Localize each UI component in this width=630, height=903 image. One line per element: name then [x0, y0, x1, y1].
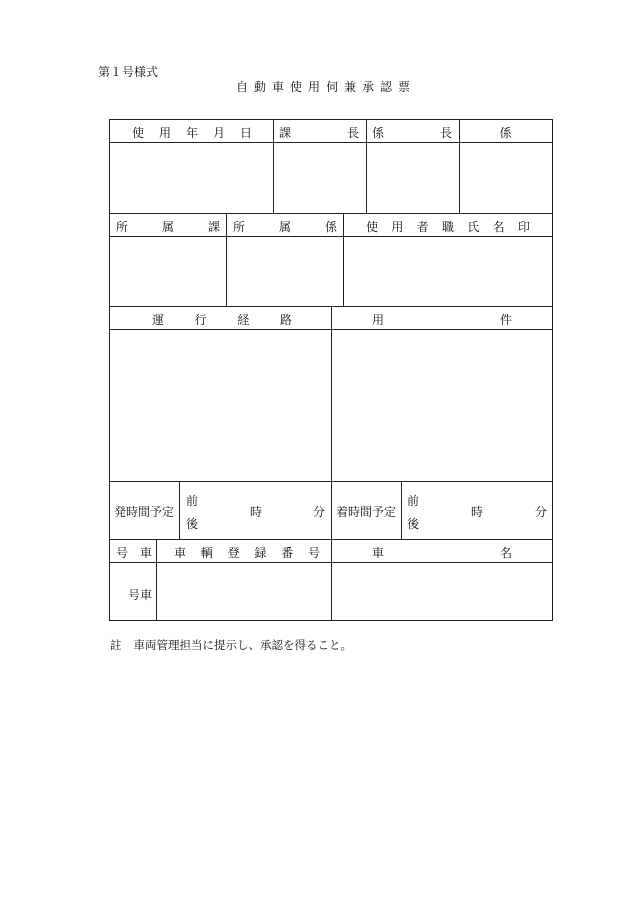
note-text: 車両管理担当に提示し、承認を得ること。 — [133, 638, 352, 652]
footnote — [110, 637, 352, 653]
row-divider — [110, 236, 552, 237]
arrival-am: 前 — [407, 494, 420, 508]
col-divider — [156, 539, 157, 621]
arrival-pm: 後 — [407, 517, 420, 531]
departure-hour: 時 — [250, 505, 263, 519]
col-divider — [331, 539, 332, 621]
row-divider — [110, 213, 552, 214]
arrival-hour: 時 — [471, 505, 484, 519]
col-divider — [179, 481, 180, 539]
col-divider — [343, 213, 344, 306]
header-registration-number: 車 輌 登 録 番 号 — [174, 546, 320, 560]
header-staff: 係 — [499, 126, 512, 140]
header-route: 運 行 経 路 — [152, 313, 292, 327]
col-divider — [273, 120, 274, 213]
header-section-chief: 課 長 — [279, 126, 359, 140]
header-unit-chief: 係 長 — [372, 126, 452, 140]
note-label: 註 — [110, 638, 122, 652]
col-divider — [366, 120, 367, 213]
header-car-number: 号 車 — [116, 546, 152, 560]
header-purpose: 用 件 — [372, 313, 512, 327]
col-divider — [401, 481, 402, 539]
arrival-time-label: 着時間予定 — [336, 505, 397, 519]
approval-form-table — [109, 119, 553, 621]
departure-minute: 分 — [313, 505, 326, 519]
departure-am: 前 — [186, 494, 199, 508]
header-car-name: 車 名 — [372, 546, 512, 560]
arrival-minute: 分 — [535, 505, 548, 519]
departure-time-label: 発時間予定 — [114, 505, 175, 519]
header-unit: 所 属 係 — [233, 220, 337, 234]
col-divider — [331, 481, 332, 539]
col-divider — [226, 213, 227, 306]
form-number: 第１号様式 — [98, 65, 159, 79]
car-number-value: 号車 — [128, 588, 153, 602]
departure-pm: 後 — [186, 517, 199, 531]
row-divider — [110, 142, 552, 143]
form-title: 自動車使用伺兼承認票 — [235, 80, 416, 94]
header-date-of-use: 使 用 年 月 日 — [132, 126, 252, 140]
header-division: 所 属 課 — [116, 220, 220, 234]
col-divider — [331, 306, 332, 481]
header-user-name-seal: 使 用 者 職 氏 名 印 — [366, 220, 530, 234]
